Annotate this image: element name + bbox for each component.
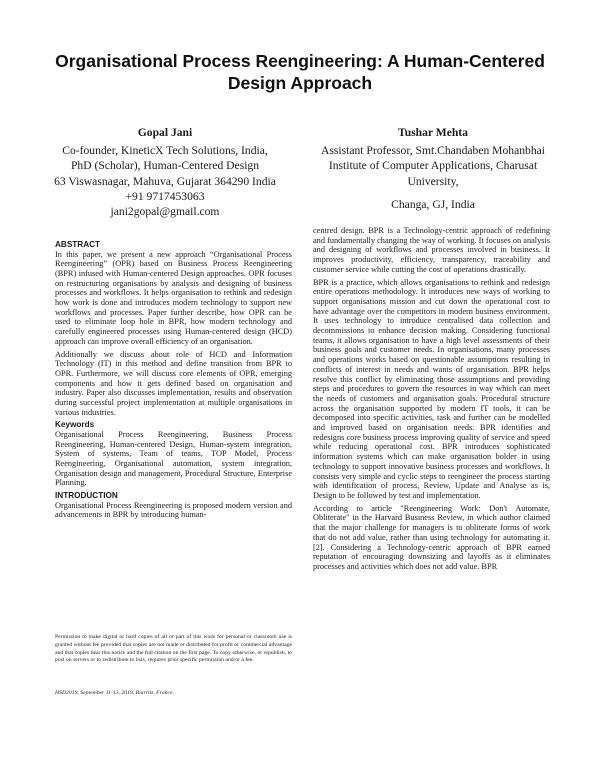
right-column <box>313 226 550 575</box>
conference-note: HSD2019, September 11-13, 2019, Biarritz, France. <box>55 690 175 696</box>
abstract-paragraph: In this paper, we present a new approach “Organisational Process Reengineering” (OPR) based on Business Process Reengineering (BPR) infused with Human-centered Design approaches. OPR focuses on restructuring organisations by analysis and designing of business processes and workflows. It helps organisation to rethink and redesign how work is done and introduces modern technology to support new workflows and processes. Paper further describe, how OPR can be used to eliminate loop hole in BPR, how modern technology and carefully engineered processes using Human-centered design (HCD) approach can improve overall efficiency of an organisation. <box>55 249 292 346</box>
introduction-text: Organisational Process Reengineering is proposed modern version and advancements in BPR by introducing human- <box>55 500 292 520</box>
author-location: Changa, GJ, India <box>391 197 475 211</box>
author-affiliation-line: Institute of Computer Applications, Charusat <box>328 159 538 173</box>
author-affiliation-line: University, <box>407 174 459 188</box>
author-email: jani2gopal@gmail.com <box>110 205 220 219</box>
author-name: Tushar Mehta <box>398 126 468 139</box>
author-block-2 <box>308 125 558 212</box>
abstract-heading: ABSTRACT <box>55 240 101 249</box>
introduction-heading: INTRODUCTION <box>55 491 118 501</box>
permission-notice: Permission to make digital or hard copies of all or part of this work for personal or classroom use is granted without fee provided that copies are not made or distributed for profit or commercial advantage and that copies bear this notice and the full citation on the first page. To copy otherwise, or republish, to post on servers or to redistribute to lists, requires prior specific permission and/or a fee. <box>55 634 292 664</box>
author-phone: +91 9717453063 <box>125 189 205 203</box>
copyright-footnote <box>55 634 292 665</box>
author-affiliation-line: Co-founder, KineticX Tech Solutions, India, <box>62 144 268 158</box>
author-affiliation-line: Assistant Professor, Smt.Chandaben Mohanbhai <box>321 144 545 158</box>
keywords-text: Organisational Process Reengineering, Business Process Reengineering, Human-centered Design, Human-system integration, System of systems, Team of teams, TOP Model, Process Reengineering, Organisational automation, system integration, Organisation design and management, Procedural Structure, Enterprise Planning. <box>55 429 292 488</box>
author-affiliation-line: PhD (Scholar), Human-Centered Design <box>70 159 260 173</box>
author-name: Gopal Jani <box>137 126 193 139</box>
body-paragraph: centred design. BPR is a Technology-centric approach of redefining and fundamentally changing the way of working. It focuses on analysis and designing of workflows and processes involved in business. It improves productivity, efficiency, transparency, traceability and customer service while cutting the cost of operations drastically. <box>313 226 550 274</box>
abstract-paragraph: Additionally we discuss about role of HCD and Information Technology (IT) in this method and define transition from BPR to OPR. Furthermore, we will discuss core elements of OPR, emerging components and how it gets defined based on organisation and industry. Paper also discusses implementation, results and observation during successful project implementation at multiple organisations in various industries. <box>55 349 292 417</box>
body-paragraph: According to article "Reengineering Work: Don't Automate, Obliterate" in the Harvard Business Review, in which author claimed that the major challenge for managers is to obliterate forms of work that do not add value, rather than using technology for automating it.[2]. Considering a Technology-centric approach of BPR earned reputation of encouraging downsizing and layoffs as it eliminates processes and activities which does not add value. BPR <box>313 503 550 571</box>
paper-title: Organisational Process Reengineering: A Human-Centered Design Approach <box>55 51 545 93</box>
keywords-heading: Keywords <box>55 420 95 430</box>
body-paragraph: BPR is a practice, which allows organisations to rethink and redesign entire operations methodology. It introduces new ways of working to support organisations mission and cut down the operational cost to have advantage over the competitors in modern business environment. It uses technology to introduce centralised data collection and decommissions to enhance decision making. Considering functional teams, it allows organisation to have a high level assessments of their business goals and customer needs. In organisations, many processes and operations works based on questionable assumptions resulting in conflicts of interest in needs and wants of organisation. BPR helps resolve this conflict by eliminating those assumptions and providing steps and procedures to govern the resources in way which can meet the needs of customers and organisation goals. Procedural structure across the organisation supported by modern IT tools, it can be decomposed into specific activities, task and further can be modelled and improved based on organisation needs. BPR identifies and redesigns core business process improving quality of service and speed while reducing operational cost. BPR introduces sophisticated information systems which can make organisation bolder in using technology to support innovative business processes and workflows. It consists very simple and cyclic steps to reengineer the process starting with identification of process, Review, Update and Analyse as is, Design to be followed by test and implementation. <box>313 277 550 500</box>
author-address-line: 63 Viswasnagar, Mahuva, Gujarat 364290 India <box>54 174 276 188</box>
author-block-1 <box>40 125 290 219</box>
left-column <box>55 240 292 523</box>
